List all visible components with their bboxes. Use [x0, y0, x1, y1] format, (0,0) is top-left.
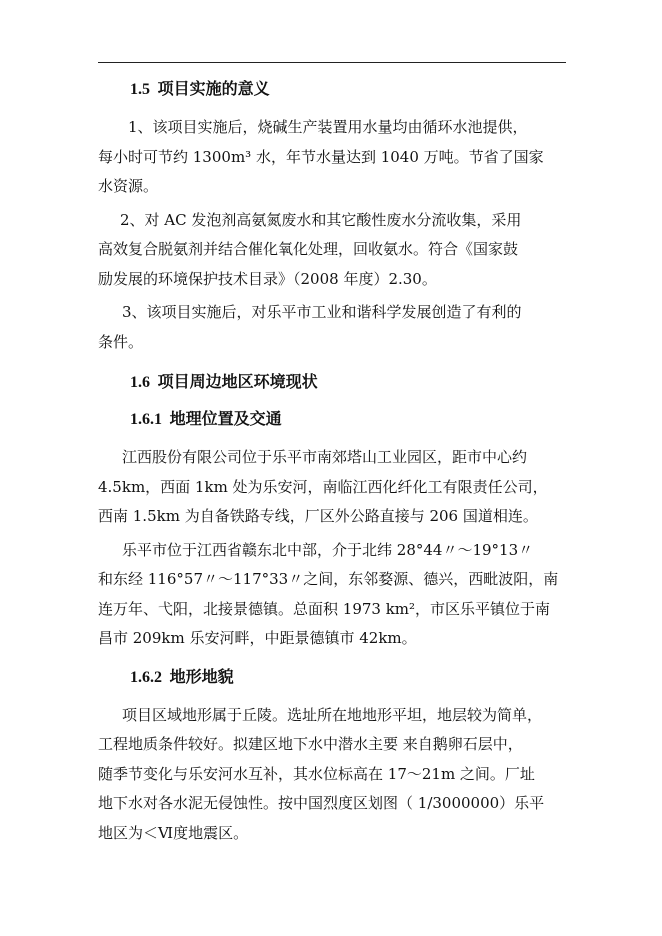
text-line: 高效复合脱氨剂并结合催化氧化处理，回收氨水。符合《国家鼓 — [98, 240, 519, 258]
text-line: 条件。 — [98, 332, 144, 351]
section-heading-1-6: 1.6 项目周边地区环境现状 — [130, 372, 318, 391]
text-line: 地区为＜Ⅵ度地震区。 — [98, 823, 249, 842]
header-rule — [98, 62, 566, 63]
section-heading-1-5: 1.5 项目实施的意义 — [130, 79, 270, 98]
text-line: 地下水对各水泥无侵蚀性。按中国烈度区划图（ 1/3000000）乐平 — [98, 794, 545, 812]
text-line: 水资源。 — [98, 177, 159, 195]
paragraph-1-6-1-b — [98, 536, 572, 654]
text-line: 1、该项目实施后，烧碱生产装置用水量均由循环水池提供， — [128, 118, 528, 136]
text-line: 连万年、弋阳，北接景德镇。总面积 1973 km²，市区乐平镇位于南 — [98, 599, 551, 618]
text-line: 乐平市位于江西省赣东北中部，介于北纬 28°44〃～19°13〃 — [122, 540, 534, 559]
text-line: 4.5km，西面 1km 处为乐安河，南临江西化纤化工有限责任公司， — [98, 477, 548, 496]
text-line: 2、对 AC 发泡剂高氨氮废水和其它酸性废水分流收集，采用 — [120, 210, 522, 229]
text-line: 项目区域地形属于丘陵。选址所在地地形平坦，地层较为简单， — [122, 705, 543, 724]
section-heading-1-6-2: 1.6.2 地形地貌 — [130, 666, 234, 686]
paragraph-1-6-2 — [98, 701, 572, 849]
text-line: 随季节变化与乐安河水互补，其水位标高在 17～21m 之间。厂址 — [98, 764, 535, 783]
paragraph-1-5-item-3 — [98, 298, 572, 357]
text-line: 西南 1.5km 为自备铁路专线，厂区外公路直接与 206 国道相连。 — [98, 507, 538, 525]
paragraph-1-6-1-a — [98, 443, 572, 532]
text-line: 工程地质条件较好。拟建区地下水中潜水主要 来自鹅卵石层中， — [98, 735, 523, 753]
text-line: 每小时可节约 1300m³ 水，年节水量达到 1040 万吨。节省了国家 — [98, 147, 544, 166]
paragraph-1-5-item-1 — [98, 113, 572, 202]
section-heading-1-6-1: 1.6.1 地理位置及交通 — [130, 409, 282, 428]
text-line: 励发展的环境保护技术目录》（2008 年度）2.30。 — [98, 269, 437, 288]
document-body — [98, 70, 572, 852]
text-line: 3、该项目实施后，对乐平市工业和谐科学发展创造了有利的 — [122, 303, 522, 321]
text-line: 昌市 209km 乐安河畔，中距景德镇市 42km。 — [98, 629, 417, 647]
text-line: 江西股份有限公司位于乐平市南郊塔山工业园区，距市中心约 — [122, 448, 528, 466]
paragraph-1-5-item-2 — [98, 206, 572, 295]
text-line: 和东经 116°57〃～117°33〃之间，东邻婺源、德兴，西毗波阳，南 — [98, 570, 559, 588]
